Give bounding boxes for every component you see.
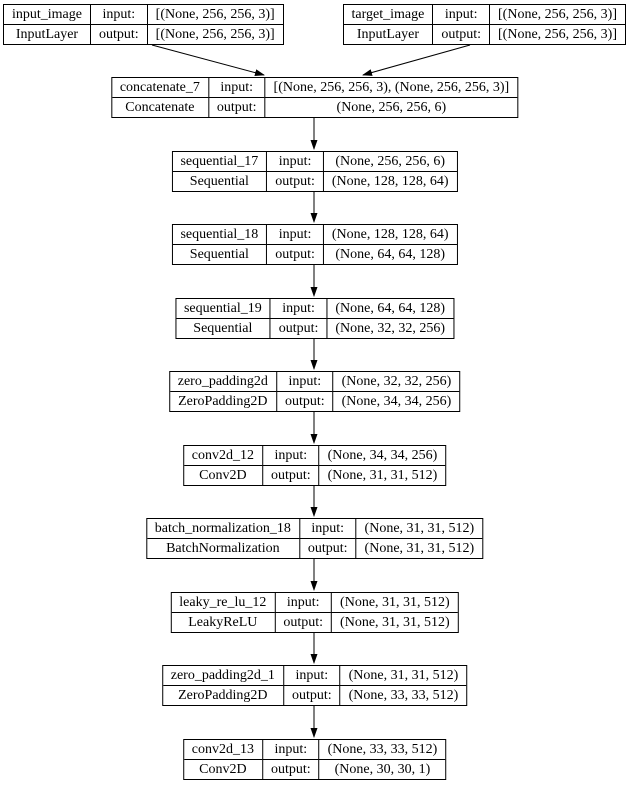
node-sequential_17 xyxy=(171,151,457,192)
node-zero_padding2d_1 xyxy=(162,665,468,706)
node-conv2d_12 xyxy=(183,445,447,486)
layer-name: leaky_re_lu_12 xyxy=(179,595,267,610)
layer-name: sequential_17 xyxy=(180,154,259,169)
output-shape: (None, 34, 34, 256) xyxy=(333,391,460,411)
output-shape: (None, 31, 31, 512) xyxy=(331,612,458,632)
node-sequential_18 xyxy=(171,224,457,265)
output-label: output: xyxy=(262,465,319,485)
layer-name: zero_padding2d_1 xyxy=(170,668,275,683)
input-shape: (None, 31, 31, 512) xyxy=(356,519,483,538)
input-shape: (None, 32, 32, 256) xyxy=(333,372,460,391)
node-leaky_re_lu_12 xyxy=(170,592,458,633)
layer-type: Conv2D xyxy=(184,759,262,779)
output-label: output: xyxy=(276,391,333,411)
output-label: output: xyxy=(274,612,331,632)
output-label: output: xyxy=(266,244,323,264)
output-label: output: xyxy=(432,24,489,44)
node-sequential_19 xyxy=(175,298,454,339)
layer-type: ZeroPadding2D xyxy=(163,685,283,705)
output-shape: (None, 30, 30, 1) xyxy=(319,759,446,779)
layer-name: zero_padding2d xyxy=(177,374,268,389)
output-shape: [(None, 256, 256, 3)] xyxy=(147,24,283,44)
input-label: input: xyxy=(432,5,489,24)
output-label: output: xyxy=(266,171,323,191)
edge-input_image-concatenate_7 xyxy=(152,45,264,75)
layer-name: input_image xyxy=(12,7,82,22)
output-label: output: xyxy=(270,318,327,338)
output-shape: (None, 31, 31, 512) xyxy=(356,538,483,558)
node-batch_normalization_18 xyxy=(146,518,483,559)
input-label: input: xyxy=(262,446,319,465)
output-shape: (None, 256, 256, 6) xyxy=(265,97,518,117)
layer-type: BatchNormalization xyxy=(147,538,299,558)
layer-name: target_image xyxy=(351,7,425,22)
layer-type: InputLayer xyxy=(4,24,90,44)
output-shape: [(None, 256, 256, 3)] xyxy=(489,24,625,44)
input-label: input: xyxy=(266,152,323,171)
input-shape: (None, 64, 64, 128) xyxy=(326,299,453,318)
layer-type: Sequential xyxy=(172,244,266,264)
layer-name: sequential_19 xyxy=(183,301,262,316)
input-shape: (None, 34, 34, 256) xyxy=(319,446,446,465)
layer-name: sequential_18 xyxy=(180,227,259,242)
input-label: input: xyxy=(274,593,331,612)
layer-type: ZeroPadding2D xyxy=(170,391,276,411)
output-label: output: xyxy=(90,24,147,44)
output-label: output: xyxy=(299,538,356,558)
output-shape: (None, 33, 33, 512) xyxy=(340,685,467,705)
input-shape: (None, 256, 256, 6) xyxy=(323,152,457,171)
input-shape: (None, 128, 128, 64) xyxy=(323,225,457,244)
output-shape: (None, 31, 31, 512) xyxy=(319,465,446,485)
layer-type: Concatenate xyxy=(112,97,208,117)
node-concatenate_7 xyxy=(111,77,518,118)
input-label: input: xyxy=(208,78,265,97)
node-target_image xyxy=(343,4,626,45)
input-label: input: xyxy=(262,740,319,759)
layer-name: concatenate_7 xyxy=(119,80,200,95)
layer-name: conv2d_12 xyxy=(191,448,254,463)
input-label: input: xyxy=(266,225,323,244)
output-shape: (None, 64, 64, 128) xyxy=(323,244,457,264)
output-shape: (None, 128, 128, 64) xyxy=(323,171,457,191)
edge-target_image-concatenate_7 xyxy=(363,45,470,75)
input-shape: (None, 33, 33, 512) xyxy=(319,740,446,759)
layer-type: LeakyReLU xyxy=(171,612,274,632)
node-conv2d_13 xyxy=(183,739,447,780)
node-zero_padding2d xyxy=(169,371,461,412)
input-label: input: xyxy=(276,372,333,391)
layer-name: conv2d_13 xyxy=(191,742,254,757)
input-label: input: xyxy=(270,299,327,318)
node-input_image xyxy=(3,4,284,45)
input-shape: [(None, 256, 256, 3)] xyxy=(489,5,625,24)
input-shape: (None, 31, 31, 512) xyxy=(340,666,467,685)
layer-type: Sequential xyxy=(176,318,270,338)
layer-type: Conv2D xyxy=(184,465,262,485)
output-label: output: xyxy=(208,97,265,117)
layer-type: InputLayer xyxy=(344,24,433,44)
input-label: input: xyxy=(299,519,356,538)
input-label: input: xyxy=(283,666,340,685)
input-shape: [(None, 256, 256, 3), (None, 256, 256, 3)] xyxy=(265,78,518,97)
layer-name: batch_normalization_18 xyxy=(154,521,291,536)
layer-type: Sequential xyxy=(172,171,266,191)
output-label: output: xyxy=(283,685,340,705)
input-shape: (None, 31, 31, 512) xyxy=(331,593,458,612)
input-shape: [(None, 256, 256, 3)] xyxy=(147,5,283,24)
output-label: output: xyxy=(262,759,319,779)
input-label: input: xyxy=(90,5,147,24)
output-shape: (None, 32, 32, 256) xyxy=(326,318,453,338)
